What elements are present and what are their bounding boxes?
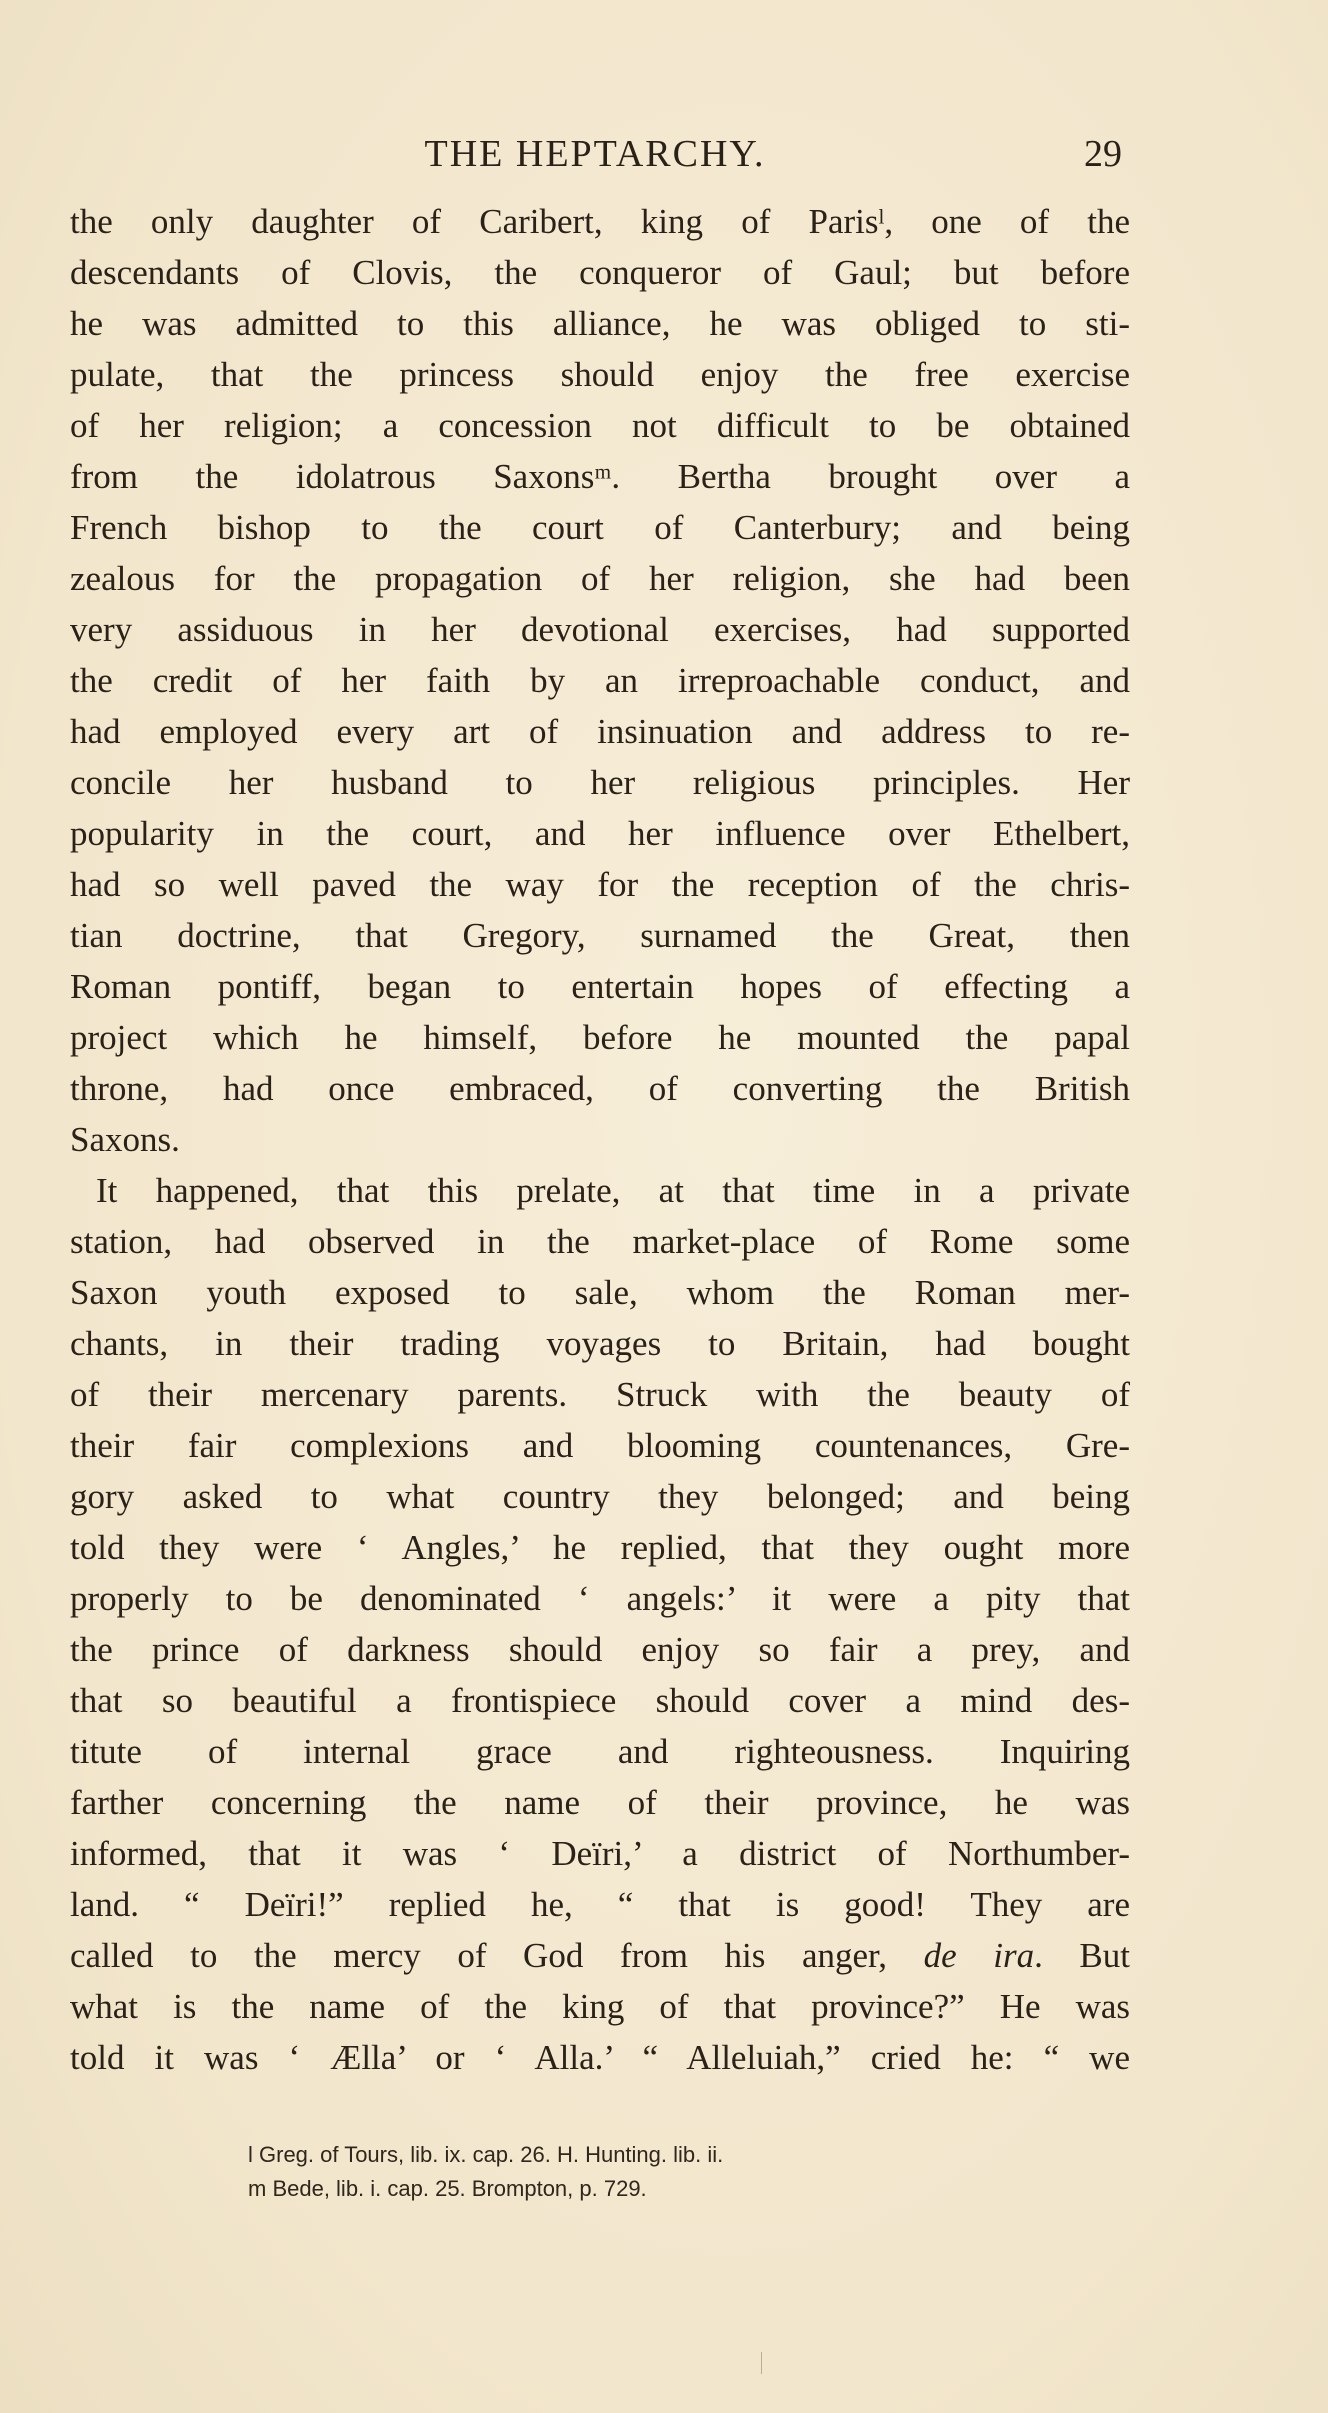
text-line: called to the mercy of God from his anger, de ira. But (70, 1936, 1130, 1975)
text-line: It happened, that this prelate, at that time in a private (96, 1171, 1130, 1210)
footnote-l: l Greg. of Tours, lib. ix. cap. 26. H. Hunting. lib. ii. (248, 2142, 724, 2167)
text-line: pulate, that the princess should enjoy the free exercise (70, 355, 1130, 394)
text-line: Saxons. (70, 1120, 180, 1159)
text-line: station, had observed in the market-place of Rome some (70, 1222, 1130, 1261)
text-line: told it was ‘ Ælla’ or ‘ Alla.’ “ Alleluiah,” cried he: “ we (70, 2038, 1130, 2077)
text-line: gory asked to what country they belonged; and being (70, 1477, 1130, 1516)
italic-phrase: de ira (923, 1936, 1035, 1975)
running-head (70, 128, 1120, 188)
text-line: tian doctrine, that Gregory, surnamed the Great, then (70, 916, 1130, 955)
footnotes (248, 2138, 1048, 2206)
page-number: 29 (1084, 133, 1122, 175)
text-line: Roman pontiff, began to entertain hopes of effecting a (70, 967, 1130, 1006)
text-line: project which he himself, before he mounted the papal (70, 1018, 1130, 1057)
text-line: titute of internal grace and righteousness. Inquiring (70, 1732, 1130, 1771)
text-line: the credit of her faith by an irreproachable conduct, and (70, 661, 1130, 700)
text-line: told they were ‘ Angles,’ he replied, that they ought more (70, 1528, 1130, 1567)
text-line: farther concerning the name of their province, he was (70, 1783, 1130, 1822)
text-line: of her religion; a concession not difficult to be obtained (70, 406, 1130, 445)
paragraph-1 (70, 196, 1130, 1165)
text-line: their fair complexions and blooming countenances, Gre- (70, 1426, 1130, 1465)
text-line: Saxon youth exposed to sale, whom the Roman mer- (70, 1273, 1130, 1312)
text-line: popularity in the court, and her influence over Ethelbert, (70, 814, 1130, 853)
text-line: what is the name of the king of that province?” He was (70, 1987, 1130, 2026)
text-line: land. “ Deïri!” replied he, “ that is good! They are (70, 1885, 1130, 1924)
text-line: from the idolatrous Saxonsᵐ. Bertha brought over a (70, 457, 1130, 496)
body-text (70, 196, 1130, 2083)
text-line: the prince of darkness should enjoy so fair a prey, and (70, 1630, 1130, 1669)
text-line: very assiduous in her devotional exercises, had supported (70, 610, 1130, 649)
text-line: he was admitted to this alliance, he was obliged to sti- (70, 304, 1130, 343)
footnote-m: m Bede, lib. i. cap. 25. Brompton, p. 729. (248, 2176, 647, 2201)
text-line: zealous for the propagation of her religion, she had been (70, 559, 1130, 598)
text-line: French bishop to the court of Canterbury; and being (70, 508, 1130, 547)
text-line: throne, had once embraced, of converting the British (70, 1069, 1130, 1108)
text-line: chants, in their trading voyages to Britain, had bought (70, 1324, 1130, 1363)
text-line: had so well paved the way for the reception of the chris- (70, 865, 1130, 904)
text-line: that so beautiful a frontispiece should cover a mind des- (70, 1681, 1130, 1720)
running-title: THE HEPTARCHY. (424, 133, 766, 175)
text-line: properly to be denominated ‘ angels:’ it were a pity that (70, 1579, 1130, 1618)
text-line: had employed every art of insinuation and address to re- (70, 712, 1130, 751)
text-line: informed, that it was ‘ Deïri,’ a district of Northumber- (70, 1834, 1130, 1873)
paragraph-2 (70, 1165, 1130, 2083)
text-line: descendants of Clovis, the conqueror of Gaul; but before (70, 253, 1130, 292)
text-line: concile her husband to her religious principles. Her (70, 763, 1130, 802)
text-line: of their mercenary parents. Struck with the beauty of (70, 1375, 1130, 1414)
page-mark (761, 2352, 762, 2374)
text-line: the only daughter of Caribert, king of Parisˡ, one of the (70, 202, 1130, 241)
